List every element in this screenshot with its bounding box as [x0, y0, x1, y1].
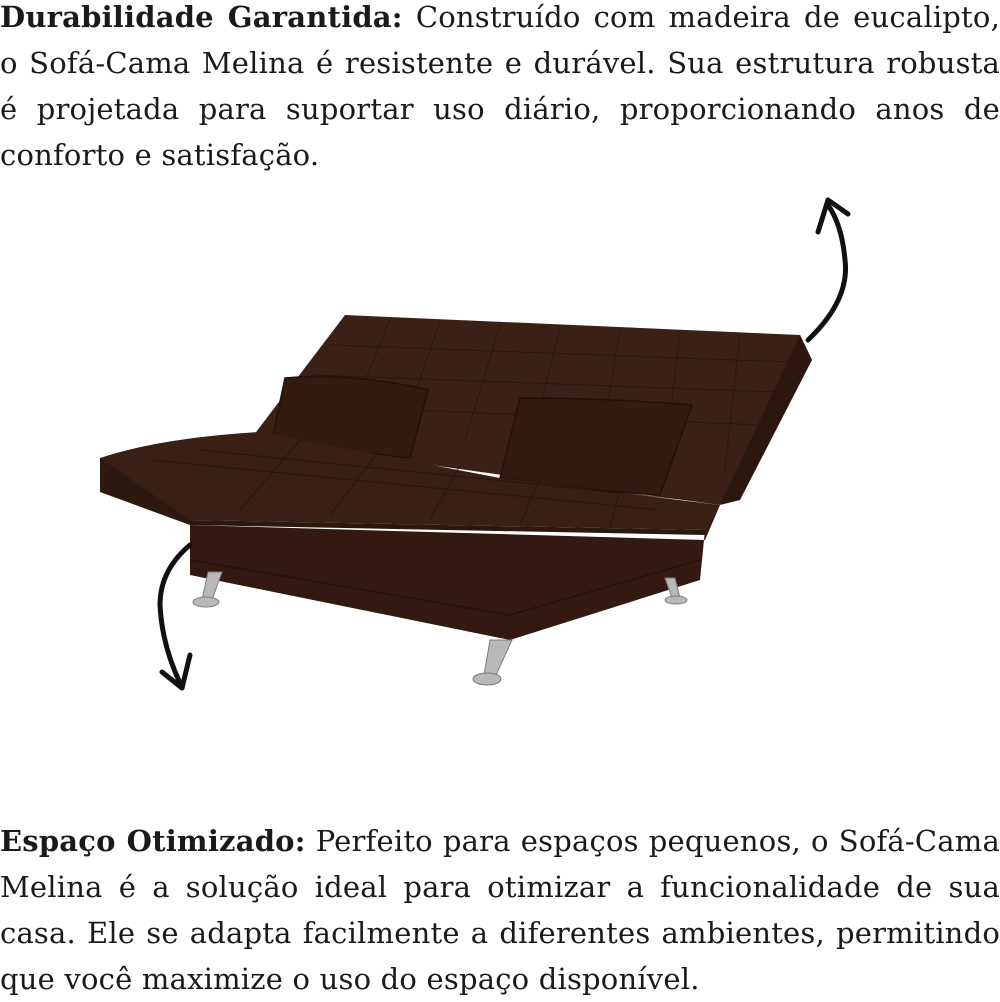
section-body: Perfeito para espaços pequenos, o Sofá-Cama Melina é a solução ideal para otimizar a funcionalidade de sua casa. Ele se adapta facilmente a diferentes ambientes, permitindo que você maximize o uso do espaço disponível.	[0, 824, 1000, 996]
sofa-pillow-right	[500, 398, 692, 495]
sofa-bed-illustration	[0, 180, 1000, 700]
section-body: Construído com madeira de eucalipto, o Sofá-Cama Melina é resistente e durável. Sua estrutura robusta é projetada para suportar uso diário, proporcionando anos de conforto e satisfação.	[0, 0, 1000, 172]
section-durabilidade	[0, 0, 1000, 178]
section-espaco-otimizado	[0, 818, 1000, 1002]
arrow-down-left-icon	[160, 545, 190, 688]
section-heading: Espaço Otimizado:	[0, 824, 306, 858]
arrow-up-right-icon	[808, 200, 848, 340]
section-heading: Durabilidade Garantida:	[0, 0, 403, 34]
